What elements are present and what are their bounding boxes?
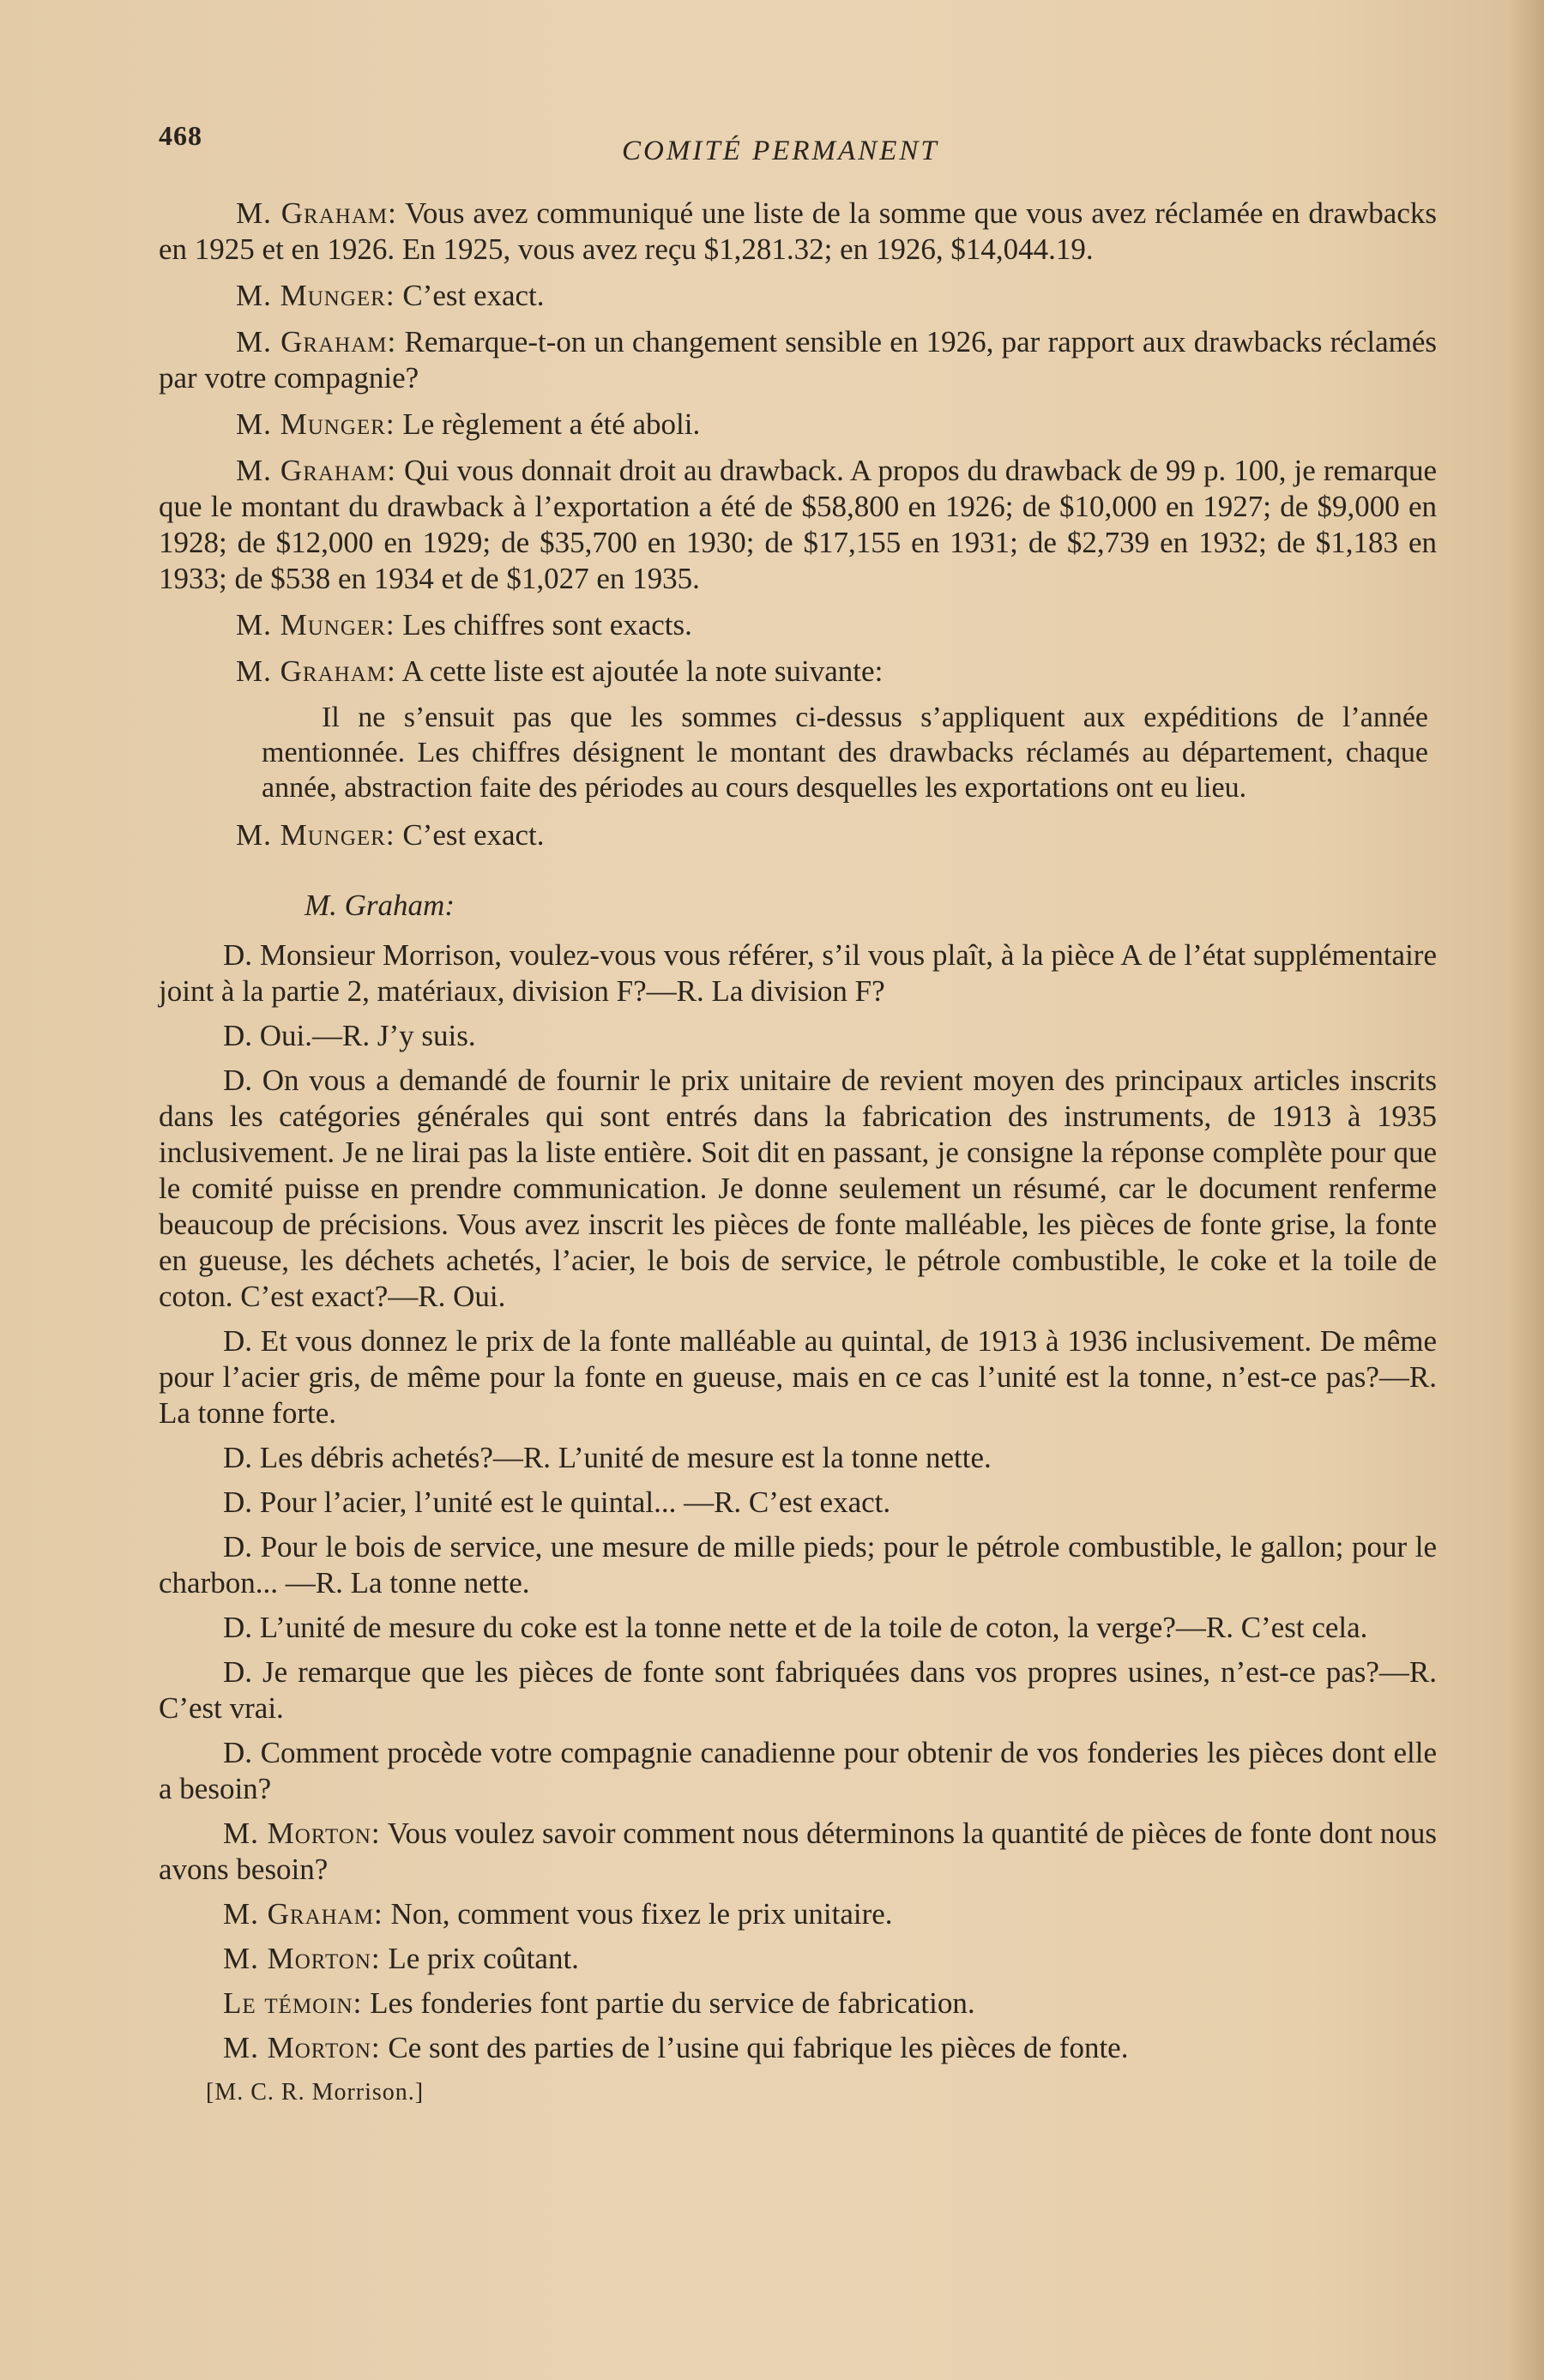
paragraph [159,607,1437,643]
exchange-text: D. Les débris achetés?—R. L’unité de mesure est la tonne nette. [223,1441,992,1474]
page-number: 468 [159,120,202,151]
exchange-text: D. Comment procède votre compagnie canadienne pour obtenir de vos fonderies les pièces dont elle a besoin? [159,1736,1437,1805]
paragraph [159,407,1437,443]
exchange-text: D. Monsieur Morrison, voulez-vous vous référer, s’il vous plaît, à la pièce A de l’état supplémentaire joint à la partie 2, matériaux, division F?—R. La division F? [159,938,1437,1008]
exchange-text: Ce sont des parties de l’usine qui fabrique les pièces de fonte. [380,2031,1129,2064]
paragraph-text: Le règlement a été aboli. [395,407,701,441]
exchange [159,1440,1437,1476]
paragraph-text: A cette liste est ajoutée la note suivante: [395,654,884,688]
exchange [159,1735,1437,1807]
running-head: COMITÉ PERMANENT [622,136,939,166]
speaker: M. Graham: [236,196,397,230]
exchange-text: D. Oui.—R. J’y suis. [223,1019,476,1052]
paragraph [159,278,1437,314]
footer-credit: [M. C. R. Morrison.] [206,2079,425,2106]
speaker: M. Morton: [223,1817,381,1850]
exchange-text: D. Pour l’acier, l’unité est le quintal... —R. C’est exact. [223,1485,891,1519]
exchange [159,1529,1437,1601]
exchange-text: Vous voulez savoir comment nous déterminons la quantité de pièces de fonte dont nous avons besoin? [159,1817,1437,1886]
speaker: M. Morton: [223,2031,381,2064]
exchange [159,2030,1437,2066]
section-heading: M. Graham: [305,889,455,922]
exchange [159,1018,1437,1054]
exchange [159,1654,1437,1726]
speaker: M. Munger: [236,279,395,312]
paragraph-text: Qui vous donnait droit au drawback. A propos du drawback de 99 p. 100, je remarque que le montant du drawback à l’exportation a été de $58,800 en 1926; de $10,000 en 1927; de $9,000 en 1928; de $12,000 en 1929; de $35,700 en 1930; de $17,155 en 1931; de $2,739 en 1932; de $1,183 en 1933; de $538 en 1934 et de $1,027 en 1935. [159,454,1438,595]
speaker: M. Graham: [236,325,397,359]
exchange [159,1816,1437,1888]
exchange [159,1063,1437,1315]
paragraph [159,196,1437,268]
paragraph [159,817,1437,853]
exchange-text: Les fonderies font partie du service de fabrication. [362,1986,975,2020]
paragraph-text: C’est exact. [395,279,545,312]
exchange-text: D. Et vous donnez le prix de la fonte malléable au quintal, de 1913 à 1936 inclusivement. De même pour l’acier gris, de même pour la fonte en gueuse, mais en ce cas l’unité est la tonne, n’est-ce pas?—R. La tonne forte. [159,1324,1437,1430]
exchange [159,1610,1437,1646]
paragraph-text: Vous avez communiqué une liste de la somme que vous avez réclamée en drawbacks en 1925 et en 1926. En 1925, vous avez reçu $1,281.32; en 1926, $14,044.19. [159,196,1437,266]
paragraph-text: C’est exact. [395,818,545,852]
exchange [159,1323,1437,1431]
speaker: M. Munger: [236,818,395,852]
speaker: M. Graham: [236,454,396,487]
paragraph [159,453,1437,597]
exchange-text: D. Pour le bois de service, une mesure de mille pieds; pour le pétrole combustible, le gallon; pour le charbon... —R. La tonne nette. [159,1530,1437,1600]
exchange-text: Le prix coûtant. [380,1942,579,1975]
speaker: Le témoin: [223,1986,363,2020]
paragraph-text: Remarque-t-on un changement sensible en 1926, par rapport aux drawbacks réclamés par votre compagnie? [159,325,1438,395]
paragraph [159,654,1437,690]
speaker: M. Munger: [236,608,395,642]
document-body [159,196,1437,2111]
speaker: M. Munger: [236,407,395,441]
exchange-text: Non, comment vous fixez le prix unitaire. [383,1897,893,1931]
exchange [159,1985,1437,2021]
exchange [159,1941,1437,1977]
speaker: M. Graham: [236,654,396,688]
exchange-text: D. On vous a demandé de fournir le prix unitaire de revient moyen des principaux articles inscrits dans les catégories générales qui sont entrés dans la fabrication des instruments, de 1913 à 1935 inclusivement. Je ne lirai pas la liste entière. Soit dit en passant, je consigne la réponse complète pour que le comité puisse en prendre communication. Je donne seulement un résumé, car le document renferme beaucoup de précisions. Vous avez inscrit les pièces de fonte malléable, les pièces de fonte grise, la fonte en gueuse, les déchets achetés, l’acier, le bois de service, le pétrole combustible, le coke et la toile de coton. C’est exact?—R. Oui. [159,1063,1437,1313]
exchange [159,1485,1437,1521]
speaker: M. Graham: [223,1897,383,1931]
exchange [159,937,1437,1009]
page-edge-shadow [1508,0,1544,2380]
block-quote: Il ne s’ensuit pas que les sommes ci-dessus s’appliquent aux expéditions de l’année mentionnée. Les chiffres désignent le montant des drawbacks réclamés au département, chaque année, abstraction faite des périodes au cours desquelles les exportations ont eu lieu. [262,702,1428,804]
paragraph-text: Les chiffres sont exacts. [395,608,692,642]
paragraph [159,324,1437,396]
speaker: M. Morton: [223,1942,381,1975]
exchange [159,1896,1437,1932]
exchange-text: D. L’unité de mesure du coke est la tonne nette et de la toile de coton, la verge?—R. C’est cela. [223,1611,1368,1644]
exchange-text: D. Je remarque que les pièces de fonte sont fabriquées dans vos propres usines, n’est-ce pas?—R. C’est vrai. [159,1655,1437,1725]
